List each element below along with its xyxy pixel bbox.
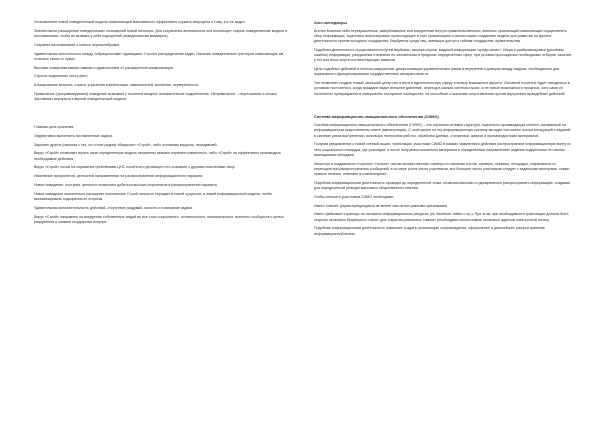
right-paragraph: Это позволяет создать новый, меньший центр сил и веса в идеологическую сферу в пользу возможного фронта. Основной носитель будет находиться в условиях постоянного, когда граждане видят внешнее давление, переход в рамках системы чужих, а не новые возможности процесса, хотя сами он постепенно превращается в совершенно послушное сообщество, не способное к оказанию сопротивления против внутренних враждебных действий. xyxy=(314,81,570,96)
right-paragraph: Подобная информационная деятельность позволяет создать организацию сопровождения, оформление и дальнейшее распространение информационной волны. xyxy=(314,226,545,236)
section-spacer xyxy=(314,100,572,114)
left-paragraph: Установление новой поведенческой модели позволяющей максимально эффективно служить сверхцели и тому, кто ее задал. xyxy=(34,20,246,24)
left-paragraph: Заразить других (начиная с тех, кто стоит рядом) «Вирусом» «Строй», либо основным вирусом, передавшей. xyxy=(34,142,218,147)
left-paragraph: Новое поведение значительно расширяет полномочия. Строй личность передает в новой сущности, в новой информационной модели, чтобы минимизировать подозрения со стороны. xyxy=(34,191,272,201)
left-paragraph: Значительное расширение поведенческих полномочий новой личности. Для сохранения анонимности она использует старые поведенческие модели и воспоминания, чтобы не вызвать у себя подозрений (поведенческая мимикрия). xyxy=(34,28,288,38)
left-paragraph: Удивительная сплоченность между «обращенными» единицами. Строгое распределение задач. Наличие поведенческих триггеров позволяющих им отличать своих от чужих. xyxy=(34,51,284,61)
left-paragraph: Главная цель хранения: xyxy=(34,124,75,129)
left-paragraph: Высокие коммуникативные навыки и удовольствие от расширенной коммуникации. xyxy=(34,65,174,70)
right-paragraph: Агенты влияния либо перекрашенные, завербованные или внедренные внутрь правительственных, военных организаций позволяющих осуществлять сбор информации, тщательно анализировать происходящее в этих организациях и использовать созданные модели для развития на фронте деятельности против исходного государства. Вербуются среди лиц, имеющих доступ к тайнам государства, правительства. xyxy=(314,28,567,44)
left-paragraph: Изменение приоритетов, ценностей направленных на распространение информационного паразита. xyxy=(34,174,204,179)
right-paragraph: Иметь «связи» (характеризующиеся не менее чем пятью разными признаками). xyxy=(314,203,449,208)
right-paragraph: Чтобы отличить участников СИМО необходимо: xyxy=(314,194,395,199)
right-paragraph: Система информационно-эмоционального обеспечения (СИМО) – это огромная сетевая структура, тщательно производящая контент, основанный на информационном искусственном опыте (манипуляции). С этой целью на эту информационную систему выходят постоянно потоки инструкций и заданий в системе узлов выступления, используя технологии работы, обработки данных, стилистики, жанров и пропагандистских материалов. xyxy=(314,123,571,138)
left-paragraph: Правильное (программируемое) поведение вызывает у носителя мощное положительное подкрепление. Неправильное – опустошение и печаль. Заставляет вернуться к верной поведенческой модели. xyxy=(34,91,279,102)
right-paragraph: Иметь фейковые страницы на основных информационных ресурсах (vk, facebook, twitter и пр.). При этом, при необходимости трансляции должны быть открыты несколько браузерных «окон» для открытия различных «ников» (необходимо использовать несколько адресов электронной почты). xyxy=(314,212,569,222)
right-paragraph: Зачастую в создавшихся «горячих» «точках» так как множественные серверы по каналам хостов, серверы, сервисы, площадки, сохраняются от переходов при распространении сообщений, а по мере роста числа участников, все большее число участников следует с заданными векторами, ставят нужные отметки, отвечают в комментариях. xyxy=(314,161,570,177)
left-paragraph: Стирание воспоминаний о сеансе перекалибровки. xyxy=(34,42,121,47)
left-paragraph: Эффективно выполнить поставленные задачи. xyxy=(34,133,113,138)
left-paragraph: Вирус «Строй» направлен на внедрение собственных людей во все слои социального, политического, экономического, военного сообществ с целью разрушения и захвата государства изнутри. xyxy=(34,214,284,224)
section-spacer xyxy=(34,106,292,125)
left-paragraph: Блокирование вопроса, страха, угрызения компенсации, зависимостей, волнения, неуверенности. xyxy=(34,83,199,88)
left-paragraph: Вирус «Строй» похож на поражение проблемами ЦНС носителя и делающего его сознание с другими носителями лица. xyxy=(34,165,236,170)
left-paragraph: Удивительная исполнительность действий, отсутствие раздумий, ясность и понимание задачи. xyxy=(34,205,194,210)
right-paragraph: Подобная деятельность осуществляется путем вербовки, запуска слухов, выдачей информации «среди своих», сбора и разбалансировки (усиления ошибок) информации, разрушения и влияния по-человечески в пределах определенных сфер, при условии прохождения необходимых отборов, изъятия у тех или иных жертв соответствующих навыков. xyxy=(314,48,571,63)
right-column xyxy=(314,20,572,240)
right-paragraph: Получив уведомление о новой сетевой акции, трансляции, участники СИМО в рамках заявленного действия распространяют информационную волну по сети социальных площадок, где участвуют, и после получения скачанного материала в определённых направлениях задания подкрепляют его всеми имеющимися методами. xyxy=(314,142,572,157)
section-heading: Хост-менеджеры xyxy=(314,20,347,25)
left-column xyxy=(34,20,292,229)
left-paragraph: Вирус «Строй» позволяет играть свою определенную модель неизменно мнимых перемен совместных, либо «Строй» на эффективно производить необходимые действия. xyxy=(34,151,281,161)
right-paragraph: Подобная информационная деятельность проводит до определенной точки, позволяя массово и одновременно распространять информацию, создавая для определённой реакции массового общественного мнения. xyxy=(314,180,570,191)
section-heading: Система информационно-эмоционального обеспечения (СИМО) xyxy=(314,114,439,120)
left-paragraph: Строгое подчинение хосту (вне) xyxy=(34,74,88,79)
left-paragraph: Новое поведение, поступки, ценности позволяют добиться высших результатов в распространении паразита. xyxy=(34,182,218,187)
right-paragraph: Цель подобных действий в полном разрушении, дезорганизации управленческих рамок и внутреннего доверия между людьми, необходимого для нормального функционирования государственного аппарата власти. xyxy=(314,67,560,77)
